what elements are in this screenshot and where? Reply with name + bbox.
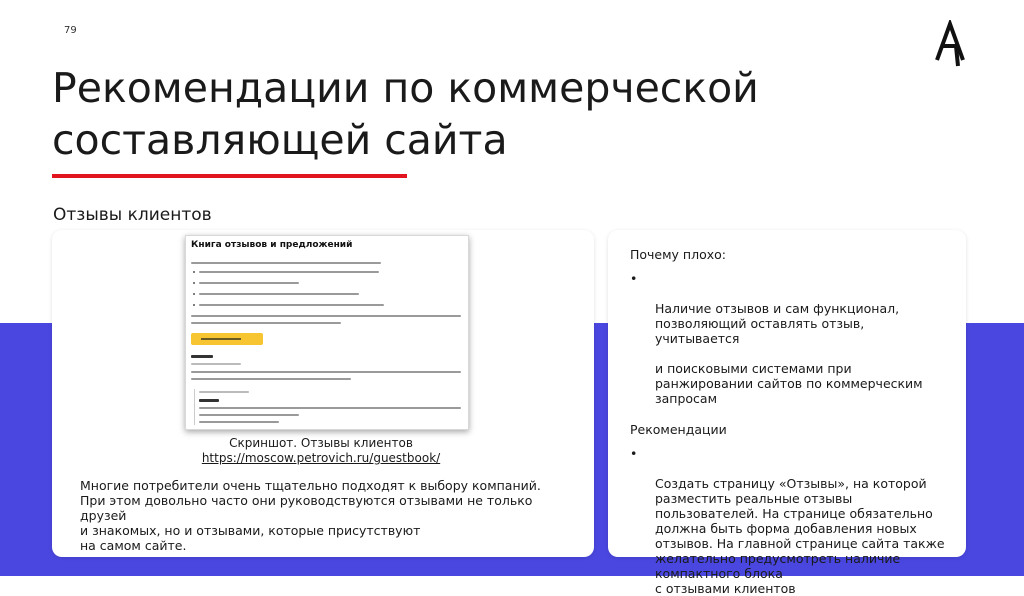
screenshot-text-line: [199, 391, 249, 393]
screenshot-caption: [52, 436, 590, 466]
list-item-text: Создать страницу «Отзывы», на которой разместить реальные отзывы пользователей. На странице обязательно должна быть форма добавления новых отзывов. На главной странице сайта также желательно предусмотреть наличие компактного блока с отзывами клиентов: [655, 476, 945, 596]
screenshot-reviewer-name: [191, 355, 213, 358]
screenshot-text-line: [199, 282, 299, 284]
screenshot-text-line: [191, 371, 461, 373]
screenshot-text-line: [191, 363, 241, 365]
screenshot-submit-button: [191, 333, 263, 345]
caption-link[interactable]: https://moscow.petrovich.ru/guestbook/: [201, 451, 441, 465]
section-label: Отзывы клиентов: [53, 205, 212, 225]
screenshot-text-line: [199, 407, 461, 409]
body-paragraph: Многие потребители очень тщательно подходят к выбору компаний. При этом довольно часто они руководствуются отзывами не только друзей и знакомых, но и отзывами, которые присутствуют на самом сайте.: [80, 478, 541, 553]
right-card: [608, 230, 966, 596]
recommendations-heading: Рекомендации: [630, 422, 727, 437]
screenshot-text-line: [191, 322, 341, 324]
screenshot-reply-bar: [194, 389, 195, 425]
screenshot-reviewer-name: [199, 399, 219, 402]
left-card: [52, 230, 594, 557]
screenshot-text-line: [199, 421, 279, 423]
why-bad-heading: Почему плохо:: [630, 247, 726, 262]
title-underline: [52, 174, 407, 178]
screenshot-title: Книга отзывов и предложений: [191, 240, 353, 250]
list-item-text: Наличие отзывов и сам функционал, позволяющий оставлять отзыв, учитывается и поисковыми системами при ранжировании сайтов по коммерческим запросам: [655, 301, 923, 406]
screenshot-bullet: [193, 282, 195, 284]
screenshot-bullet: [193, 271, 195, 273]
screenshot-bullet: [193, 304, 195, 306]
screenshot-text-line: [199, 293, 359, 295]
screenshot-text-line: [199, 414, 299, 416]
list-item: [630, 446, 950, 596]
screenshot-text-line: [199, 304, 384, 306]
list-item: [630, 271, 950, 406]
brand-logo-icon: [934, 20, 966, 68]
bullet-icon: •: [630, 446, 638, 461]
page-title: Рекомендации по коммерческой составляющей сайта: [52, 64, 759, 164]
reviews-screenshot: [185, 235, 469, 430]
bullet-icon: •: [630, 271, 638, 286]
screenshot-text-line: [199, 271, 379, 273]
screenshot-text-line: [191, 378, 351, 380]
screenshot-text-line: [191, 315, 461, 317]
screenshot-bullet: [193, 293, 195, 295]
screenshot-text-line: [191, 262, 381, 264]
caption-text: Скриншот. Отзывы клиентов: [229, 436, 413, 450]
page-number: 79: [64, 25, 77, 36]
